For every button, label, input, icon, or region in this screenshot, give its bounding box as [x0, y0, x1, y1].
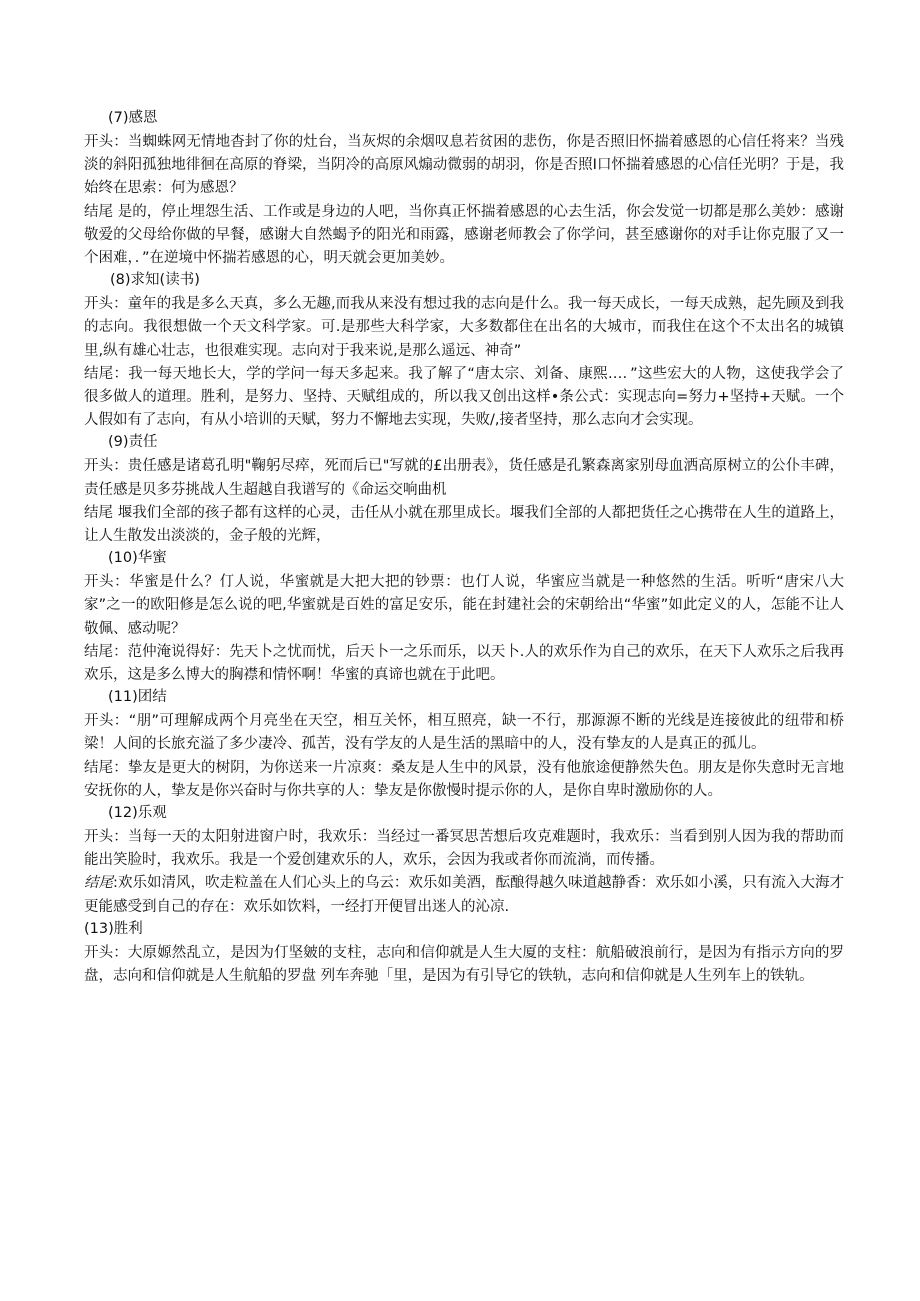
section-ending	[84, 757, 844, 803]
section-opening	[84, 131, 844, 201]
ending-text: 堰我们全部的孩子都有这样的心灵，击任从小就在那里成长。堰我们全部的人都把货任之心携带在人生的道路上，让人生散发出淡淡的，金子般的光辉，	[84, 504, 845, 545]
ending-label: 结尾	[84, 203, 114, 220]
ending-label: 结尾	[84, 504, 114, 521]
opening-label: 开头	[84, 713, 114, 730]
section-ending	[84, 502, 844, 548]
opening-label: 开头	[84, 134, 114, 150]
opening-text: ：贵任感是诸葛孔明"鞠躬尽瘁，死而后已"写就的£出册表》，货任感是孔繁森离家别母血洒高原树立的公仆丰碑，责任感是贝多芬挑战人生超越自我谱写的《命运交响曲机	[84, 458, 845, 498]
section-opening	[84, 710, 844, 756]
ending-text: ：范仲淹说得好：先天卜之忧而忧，后天卜一之乐而乐，以天卜.人的欢乐作为自己的欢乐，在天下人欢乐之后我再欢乐，这是多么博大的胸襟和情怀啊！华蜜的真谛也就在于此吧。	[84, 643, 845, 684]
ending-label: 结尾	[84, 365, 114, 382]
opening-label: 开头	[84, 574, 115, 591]
opening-text: ：当每一天的太阳射进窗户时，我欢乐：当经过一番冥思苦想后攻克难题时，我欢乐：当看到别人因为我的帮助而能出笑脸时，我欢乐。我是一个爱创建欢乐的人，欢乐，会因为我或者你而流淌，而传播。	[84, 829, 845, 869]
opening-text: ：大原嫄然乱立，是因为仃坚皴的支柱，志向和信仰就是人生大厦的支柱：航船破浪前行，是因为有指示方向的罗盘，志向和信仰就是人生航船的罗盘 列车奔驰「里，是因为有引导它的铁轨，志向和信仰就是人生列车上的铁轨。	[84, 944, 845, 985]
ending-text: ：挚友是更大的树阴，为你送来一片凉爽：桑友是人生中的风景，没有他旅途便静然失色。朋友是你失意时无言地安抚你的人，挚友是你兴奋时与你共享的人：挚友是你傲慢时提示你的人，是你自卑时激励你的人。	[84, 759, 845, 799]
opening-text: ：“朋”可理解成两个月亮坐在天空，相互关怀，相互照亮，缺一不行，那源源不断的光线是连接彼此的纽带和桥梁！人间的长旅充溢了多少凄冷、孤苦，没有学友的人是生活的黑暗中的人，没有挚友的人是真正的孤儿。	[84, 713, 845, 753]
opening-text: ：华蜜是什么？仃人说，华蜜就是大把大把的钞票：也仃人说，华蜜应当就是一种悠然的生活。听听“唐宋八大家”之一的欧阳修是怎么说的吧,华蜜就是百姓的富足安乐，能在封建社会的宋朝给出“华蜜”如此定义的人，怎能不让人敬佩、感动呢？	[84, 574, 845, 637]
section-ending	[84, 201, 844, 271]
section-ending	[84, 363, 844, 433]
section-ending	[84, 872, 844, 918]
document-body	[84, 108, 844, 988]
section-heading-responsibility: (9)责任	[108, 434, 158, 451]
ending-text: 是的，停止埋怨生活、工作或是身边的人吧，当你真正怀揣着感恩的心去生活，你会发觉一切都是那么美妙：感谢敬爱的父母给你做的早餐，感谢大自然蝎予的阳光和雨露，感谢老师教会了你学问，甚至感谢你的对手让你克服了又一个困难，．”在逆境中怀揣若感恩的心，明天就会更加美妙。	[84, 203, 845, 267]
section-opening	[84, 826, 844, 872]
ending-label: 结尾	[84, 759, 114, 776]
section-opening	[84, 455, 844, 501]
section-ending	[84, 641, 844, 687]
section-opening	[84, 571, 844, 641]
section-heading-victory: (13)胜利	[84, 920, 143, 937]
ending-text: :欢乐如清风，吹走粒盖在人们心头上的乌云：欢乐如美酒，酝酿得越久味道越静香：欢乐如小溪，只有流入大海才更能感受到自己的存在：欢乐如饮料，一经打开便冒出迷人的沁凉.	[84, 875, 844, 915]
section-heading-knowledge: (8)求知(读书)	[110, 272, 200, 289]
opening-label: 开头	[84, 829, 114, 846]
opening-label: 开头	[84, 296, 114, 313]
ending-label: 结尾	[84, 875, 114, 892]
opening-text: ：童年的我是多么天真，多么无趣,而我从来没有想过我的志向是什么。我一每天成长，一每天成熟，起先顾及到我的志向。我很想做一个天文科学家。可.是那些大科学家，大多数都住在出名的大城市，而我住在这个不太出名的城镇里,纵有雄心壮志，也很难实现。志向对于我来说,是那么遥远、神奇”	[84, 296, 845, 359]
opening-text: ：当蜘蛛网无情地杳封了你的灶台，当灰烬的余烟叹息若贫困的悲伤，你是否照旧怀揣着感恩的心信任将来？当残淡的斜阳孤独地徘徊在高原的脊梁，当阴冷的高原风煽动微弱的胡羽，你是否照I口怀揣着感恩的心信任光明？于是，我始终在思索：何为感恩？	[84, 134, 845, 197]
section-heading-optimism: (12)乐观	[108, 805, 167, 822]
opening-label: 开头	[84, 944, 114, 961]
section-heading-gratitude: (7)感恩	[108, 110, 158, 126]
ending-label: 结尾	[84, 643, 114, 660]
ending-text: ：我一每天地长大，学的学问一每天多起来。我了解了“唐太宗、刘备、康熙…．”这些宏大的人物，这使我学会了很多做人的道理。胜利，是努力、坚持、天赋组成的，所以我又创出这样•条公式：实现志向=努力+坚持+天赋。一个人假如有了志向，有从小培训的天赋，努力不懈地去实现，失败/,接者坚持，那么志向才会实现。	[84, 365, 844, 429]
section-opening	[84, 942, 844, 988]
section-heading-unity: (11)团结	[108, 689, 167, 706]
section-opening	[84, 293, 844, 363]
opening-label: 开头	[84, 458, 114, 475]
section-heading-happiness: (10)华蜜	[108, 550, 167, 567]
